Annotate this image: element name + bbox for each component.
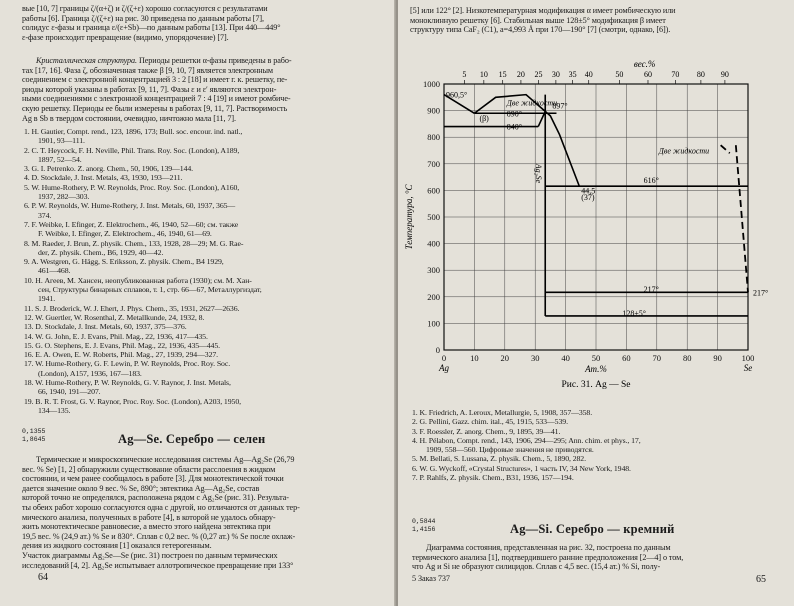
text-line: моноклинную решетку [6]. Стабильная выше 128±5° модификация β имеет (410, 15, 666, 25)
phase-boundary-line (545, 111, 579, 186)
reference-entry: 14. W. G. John, E. J. Evans, Phil. Mag., 22, 1936, 417—435. (24, 331, 208, 341)
text-line: солидус ε-фазы и граница ε/(ε+Sb)—по данным работы [13]. При 440—449° (22, 23, 281, 33)
phase-boundary-line (721, 145, 730, 153)
reference-entry: 7. P. Rahlfs, Z. physik. Chem., B31, 1936, 157—194. (412, 473, 574, 483)
crystal-structure-lead: Кристаллическая структура. (36, 56, 137, 65)
reference-entry: 66, 1940, 191—207. (38, 387, 101, 397)
reference-entry: 11. S. J. Broderick, W. J. Ehert, J. Phys. Chem., 35, 1931, 2627—2636. (24, 303, 240, 313)
right-references-list (412, 408, 790, 482)
crystal-structure-paragraph (22, 56, 394, 123)
text-line: [5] или 122° [2]. Низкотемпературная модификация α имеет ромбическую или (410, 6, 676, 15)
reference-entry: сен, Структуры бинарных сплавов, т. 1, стр. 66—67, Металлургиздат, (38, 285, 262, 295)
top-tick-label: 70 (671, 70, 680, 79)
reference-entry: 134—135. (38, 405, 71, 415)
reference-entry: 1901, 93—111. (38, 136, 85, 146)
text-line: вые [10, 7] границы ζ/(α+ζ) и ζ/(ζ+ε) хорошо согласуются с результатами (22, 4, 268, 13)
reference-entry: 374. (38, 210, 52, 220)
text-line: скую решетку. Периоды ее были измерены в работах [9, 11, 7]. Растворимость (22, 103, 288, 113)
side-number-upper: 0,1355 (22, 428, 46, 435)
top-tick-label: 35 (568, 70, 577, 79)
x-tick-label: 30 (530, 353, 540, 363)
x-tick-label: 60 (622, 353, 631, 363)
page-number-right: 65 (756, 574, 766, 585)
left-page (0, 0, 396, 606)
y-tick-label: 800 (427, 132, 440, 143)
top-tick-label: 5 (462, 70, 467, 79)
chart-annotation: 897° (552, 101, 568, 111)
reference-entry: 461—468. (38, 266, 71, 276)
text-line: работы [6]. Граница ζ/(ζ+ε) на рис. 30 приведена по данным работы [7], (22, 13, 265, 23)
right-page (398, 0, 794, 606)
text-line: соединением с электронной концентрацией 3 : 2 [18] и имеет г. к. решетку, пе- (22, 75, 288, 85)
y-tick-label: 100 (427, 318, 440, 329)
x-tick-label: 40 (561, 353, 570, 363)
text-line: риоды которой указаны в работах [9, 11, 7]. Фазы ε и ε′ являются электрон- (22, 84, 277, 94)
section-title-ag-se: Ag—Se. Серебро — селен (118, 432, 266, 446)
chart-annotation: Две жидкости (658, 146, 710, 156)
text-line: дения из жидкого состояния [1] оказался гетерогенным. (22, 541, 212, 551)
reference-entry: 2. G. Pellini, Gazz. chim. ital., 45, 1915, 533—539. (412, 417, 568, 427)
reference-entry: 10. Н. Агеев, М. Хансен, неопубликованная работа (1930); см. М. Хан- (24, 275, 252, 285)
y-tick-label: 500 (427, 212, 440, 222)
text-line: ты обеих работ хорошо согласуются одна с другой, но отличаются от данных тер- (22, 502, 300, 512)
text-line: мического анализа, полученных в работе [4], в которой не удалось обнару- (22, 512, 276, 522)
ag-se-body-text (22, 455, 394, 570)
text-line: что Ag и Si не образуют силицидов. Сплав с 4,5 вес. (15,4 ат.) % Si, полу- (412, 562, 661, 572)
chart-annotation: Две жидкости (506, 98, 558, 108)
reference-entry: 3. G. I. Petrenko. Z. anorg. Chem., 50, 1906, 139—144. (24, 164, 194, 174)
reference-entry: 5. M. Bellati, S. Lussana, Z. physik. Chem., 5, 1890, 282. (412, 454, 586, 464)
reference-entry: 6. W. G. Wyckoff, «Crystal Structures», 1 часть IV, 34 New York, 1948. (412, 463, 631, 473)
reference-entry: (London), A157, 1936, 167—183. (38, 368, 142, 378)
reference-entry: 1. K. Friedrich, A. Leroux, Metallurgie, 5, 1908, 357—358. (412, 408, 593, 417)
x-tick-label: 50 (591, 353, 601, 363)
y-tick-label: 900 (427, 105, 440, 116)
text-line: дается значение около 9 вес. % Se, 890°; эвтектика Ag—Ag₂Se, состав (22, 483, 260, 493)
x-tick-label: 70 (652, 353, 662, 363)
y-tick-label: 0 (435, 345, 440, 355)
reference-entry: der, Z. physik. Chem., B6, 1929, 40—42. (38, 247, 164, 257)
top-axis-label: вес.% (633, 59, 656, 69)
top-tick-label: 15 (498, 70, 507, 79)
y-tick-label: 200 (427, 291, 440, 302)
text-line: термического анализа [1], подтвердившего ранние предположения [2—4] о том, (412, 552, 684, 562)
chart-annotation: 840° (506, 122, 523, 132)
reference-entry: 8. M. Raeder, J. Brun, Z. physik. Chem., 133, 1928, 28—29; M. G. Rae- (24, 238, 244, 248)
reference-entry: 1909, 558—560. Цифровые значения не приводятся. (426, 445, 594, 455)
x-tick-label: 100 (741, 353, 755, 363)
right-top-paragraph (410, 6, 788, 35)
chart-annotation: 217° (753, 288, 769, 298)
left-references-list (24, 127, 394, 415)
x-tick-label: 80 (682, 353, 692, 363)
reference-entry: F. Weibke, I. Efinger, Z. Elektrochem., 46, 1940, 61—69. (38, 229, 212, 239)
reference-entry: 1. H. Gautier, Compt. rend., 123, 1896, 173; Bull. soc. encour. ind. natl., (24, 127, 243, 136)
text-line: вес. % Se) [1, 2] обнаружили существование области расслоения в жидком (22, 464, 276, 474)
y-axis-label: Температура, °C (404, 184, 414, 250)
text-line: исследований [4, 2]. Ag₂Se испытывает аллотропическое превращение при 133° (22, 560, 294, 570)
text-line: Термические и микроскопические исследования системы Ag—Ag₂Se (26,79 (36, 455, 295, 464)
text-line: 19,5 вес. % (24,9 ат.) % Se и 830°. Сплав с 0,2 вес. % (0,27 ат.) % Se после охлаж- (22, 531, 296, 541)
section-title-ag-si: Ag—Si. Серебро — кремний (510, 522, 675, 536)
y-tick-label: 300 (427, 265, 440, 276)
text-line: структуру типа CaF₂ (C1), a=4,993 Å при 170—190° [7] (смотри, однако, [6]). (410, 25, 671, 35)
reference-entry: 1897, 52—54. (38, 154, 82, 164)
chart-annotation: (37) (581, 193, 595, 203)
reference-entry: 12. W. Guertler, W. Rosenthal, Z. Metallkunde, 24, 1932, 8. (24, 312, 205, 322)
y-tick-label: 400 (427, 238, 440, 249)
reference-entry: 9. A. Westgren, G. Hägg, S. Eriksson, Z. physik. Chem., B4 1929, (24, 257, 224, 267)
chart-annotation: 960,5° (446, 90, 468, 100)
top-tick-label: 90 (720, 70, 729, 79)
reference-entry: 13. D. Stockdale, J. Inst. Metals, 60, 1937, 375—376. (24, 322, 187, 332)
text-line: тах [17, 16]. Фаза ζ, обозначенная также β [9, 10, 7] является электронным (22, 65, 274, 75)
reference-entry: 16. E. A. Owen, E. W. Roberts, Phil. Mag., 27, 1939, 294—327. (24, 350, 219, 360)
top-tick-label: 40 (584, 70, 593, 79)
text-line: Кристаллическая структура. Периоды решетки α-фазы приведены в рабо- (36, 56, 292, 65)
side-number-upper-right: 0,5844 (412, 518, 436, 525)
top-tick-label: 20 (516, 70, 525, 79)
reference-entry: 4. D. Stockdale, J. Inst. Metals, 43, 1930, 193—211. (24, 173, 183, 183)
left-top-paragraph (22, 4, 394, 42)
reference-entry: 18. W. Hume-Rothery, P. W. Reynolds, G. V. Raynor, J. Inst. Metals, (24, 378, 231, 388)
page-number-left: 64 (38, 572, 48, 583)
text-line: состоянии, и чем ранее сообщалось в работе [3]. Для монотектической точки (22, 474, 284, 484)
reference-entry: 15. G. O. Stephens, E. J. Evans, Phil. Mag., 22, 1936, 435—445. (24, 340, 220, 350)
x-tick-label: 0 (441, 353, 447, 363)
reference-entry: 19. B. R. T. Frost, G. V. Raynor, Proc. Roy. Soc. (London), A203, 1950, (24, 396, 241, 406)
chart-annotation: (β) (479, 114, 489, 124)
reference-entry: 5. W. Hume-Rothery, P. W. Reynolds, Proc. Roy. Soc. (London), A160, (24, 182, 240, 192)
x-tick-label: 90 (713, 353, 722, 363)
reference-entry: 17. W. Hume-Rothery, G. F. Lewin, P. W. Reynolds, Proc. Roy. Soc. (24, 359, 231, 369)
x-axis-label: Ат.% (585, 364, 607, 374)
text-line: жить монотектическое равновесие, а вместо этого найдена эвтектика при (22, 522, 271, 532)
reference-entry: 1937, 282—303. (38, 192, 90, 202)
side-number-lower-right: 1,4156 (412, 526, 436, 533)
text-line: которой точно не определялся, расположена рядом с Ag₂Se (рис. 31). Результа- (22, 493, 289, 503)
top-tick-label: 25 (534, 70, 543, 79)
reference-entry: 3. F. Roessler, Z. anorg. Chem., 9, 1895, 39—41. (412, 426, 561, 436)
chart-annotation: Ag₂Se (534, 163, 544, 184)
top-tick-label: 80 (696, 70, 705, 79)
text-line: ε-фазе происходит превращение (видимо, упорядочение) [7]. (22, 32, 229, 42)
chart-annotation: 616° (643, 175, 659, 185)
reference-entry: 4. H. Pélabon, Compt. rend., 143, 1906, 294—295; Ann. chim. et phys., 17, (412, 435, 641, 445)
top-tick-label: 30 (551, 70, 560, 79)
reference-entry: 1941. (38, 294, 56, 304)
text-line: Участок диаграммы Ag₂Se—Se (рис. 31) построен по данным термических (22, 550, 278, 560)
reference-entry: 7. F. Weibke, I. Efinger, Z. Elektrochem., 46, 1940, 52—60; см. также (24, 219, 239, 229)
chart-annotation: 128±5° (622, 308, 646, 318)
text-line: ными соединениями с электронной концентрацией 7 : 4 [19] и имеют ромбиче- (22, 94, 291, 104)
top-tick-label: 50 (615, 70, 624, 79)
top-tick-label: 10 (479, 70, 488, 79)
text-line: Диаграмма состояния, представленная на рис. 32, построена по данным (426, 543, 671, 552)
y-tick-label: 1000 (423, 79, 440, 89)
reference-entry: 6. P. W. Reynolds, W. Hume-Rothery, J. Inst. Metals, 60, 1937, 365— (24, 201, 236, 211)
chart-annotation: 217° (643, 284, 659, 294)
y-tick-label: 700 (427, 158, 440, 169)
y-tick-label: 600 (427, 185, 440, 196)
top-tick-label: 60 (643, 70, 652, 79)
text-line: Ag в Sb в твердом состоянии, очевидно, ничтожно мала [11, 7]. (22, 113, 237, 123)
x-tick-label: 10 (470, 353, 479, 363)
x-end-label-se: Se (743, 363, 753, 373)
reference-entry: 2. C. T. Heycock, F. H. Neville, Phil. Trans. Roy. Soc. (London), A189, (24, 145, 240, 155)
ag-se-phase-diagram (398, 48, 794, 408)
ag-si-body-text (412, 543, 788, 572)
footer-order-number: 5 Заказ 737 (412, 574, 450, 583)
chart-annotation: 890° (506, 109, 523, 119)
figure-caption: Рис. 31. Ag — Se (561, 380, 631, 390)
chart-annotation: 44,5 (581, 186, 596, 196)
x-end-label-ag: Ag (439, 363, 449, 373)
x-tick-label: 20 (500, 353, 510, 363)
side-number-lower: 1,8645 (22, 436, 46, 443)
